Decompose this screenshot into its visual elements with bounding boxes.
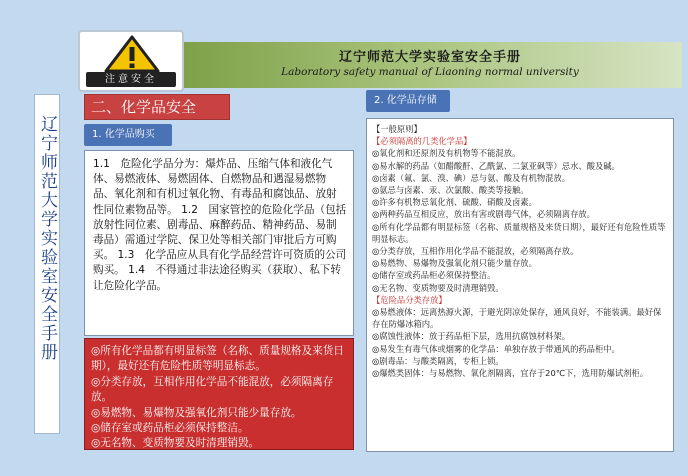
- vertical-title-panel: [34, 94, 60, 434]
- note-item: ◎易燃物、易爆物及强氧化剂只能少量存放。: [91, 406, 302, 419]
- list-item: ◎储存室或药品柜必须保持整洁。: [372, 270, 496, 281]
- list-item: ◎许多有机物忌氧化剂、硫酸、硝酸及卤素。: [372, 197, 537, 208]
- list-item: ◎分类存放，互相作用化学品不能混放，必须隔离存放。: [372, 246, 579, 257]
- note-item: ◎无名物、变质物要及时清理销毁。: [91, 437, 260, 450]
- storage-notes-box: [84, 338, 354, 450]
- warning-triangle-icon: [104, 35, 160, 73]
- list-item: ◎易发生有毒气体或烟雾的化学品：单独存放于带通风的药品柜中。: [372, 343, 620, 354]
- vertical-title: 辽宁师范大学实验室安全手册: [37, 115, 57, 362]
- list-item: ◎易水解的药品（如醋酸酐、乙酰氯、二氯亚砜等）忌水、酸及碱。: [372, 160, 620, 171]
- list-item: ◎易燃物、易爆物及强氧化剂只能少量存放。: [372, 258, 537, 269]
- must-separate-heading: 【必须隔离的几类化学品】: [372, 136, 472, 147]
- section-title: 二、化学品安全: [84, 94, 230, 120]
- general-principles-heading: 【一般原则】: [372, 124, 422, 134]
- list-item: ◎卤素（氟、氯、溴、碘）忌与氨、酸及有机物混放。: [372, 172, 571, 183]
- purchase-text-box: [84, 150, 354, 336]
- safety-logo: [78, 30, 184, 92]
- list-item: ◎剧毒品：与酸类隔离，专柜上锁。: [372, 355, 504, 366]
- manual-title: 辽宁师范大学实验室安全手册: [338, 50, 521, 65]
- list-item: ◎无名物、变质物要及时清理销毁。: [372, 282, 504, 293]
- list-item: ◎易燃液体：远离热源火源，于避光阴凉处保存，通风良好，不能装满。最好保存在防爆冰箱内。: [372, 307, 662, 330]
- list-item: ◎氨忌与卤素、汞、次氯酸、酸类等接触。: [372, 185, 529, 196]
- purchase-text: 1.1 危险化学品分为：爆炸品、压缩气体和液化气体、易燃液体、易燃固体、自燃物品和遇湿易燃物品、氧化剂和有机过氧化物、有毒品和腐蚀品、放射性同位素物品等。 1.2 国家管控的危险化学品（包括放射性同位素、剧毒品、麻醉药品、精神药品、易制毒品）需通过学院、保卫处等相关部门审批后方可购买。 1.3 化学品应从具有化学品经营许可资质的公司购买。 1.4 不得通过非法途径购买（获取）、私下转让危险化学品。: [93, 158, 347, 292]
- list-item: ◎腐蚀性液体：放于药品柜下层，选用抗腐蚀材料架。: [372, 331, 571, 342]
- hazard-storage-heading: 【危险品分类存放】: [372, 294, 447, 305]
- list-item: ◎所有化学品都有明显标签（名称、质量规格及来货日期），最好还有危险性质等明显标志。: [372, 221, 666, 244]
- storage-text-box: [366, 118, 674, 452]
- note-item: ◎分类存放，互相作用化学品不能混放，必须隔离存放。: [91, 375, 334, 404]
- list-item: ◎氧化剂和还原剂及有机物等不能混放。: [372, 148, 521, 159]
- purchase-heading: 1. 化学品购买: [84, 124, 172, 146]
- note-item: ◎储存室或药品柜必须保持整洁。: [91, 422, 249, 435]
- manual-subtitle: Laboratory safety manual of Liaoning normal university: [281, 66, 579, 78]
- header-banner: [178, 42, 682, 88]
- storage-heading: 2. 化学品存储: [366, 90, 450, 112]
- logo-label: 注意安全: [86, 72, 176, 87]
- note-item: ◎所有化学品都有明显标签（名称、质量规格及来货日期），最好还有危险性质等明显标志。: [91, 345, 344, 373]
- list-item: ◎两种药品互相反应，放出有害或剧毒气体，必须隔离存放。: [372, 209, 595, 220]
- list-item: ◎爆燃类固体：与易燃物、氧化剂隔离，宜存于20℃下，选用防爆试剂柜。: [372, 368, 649, 379]
